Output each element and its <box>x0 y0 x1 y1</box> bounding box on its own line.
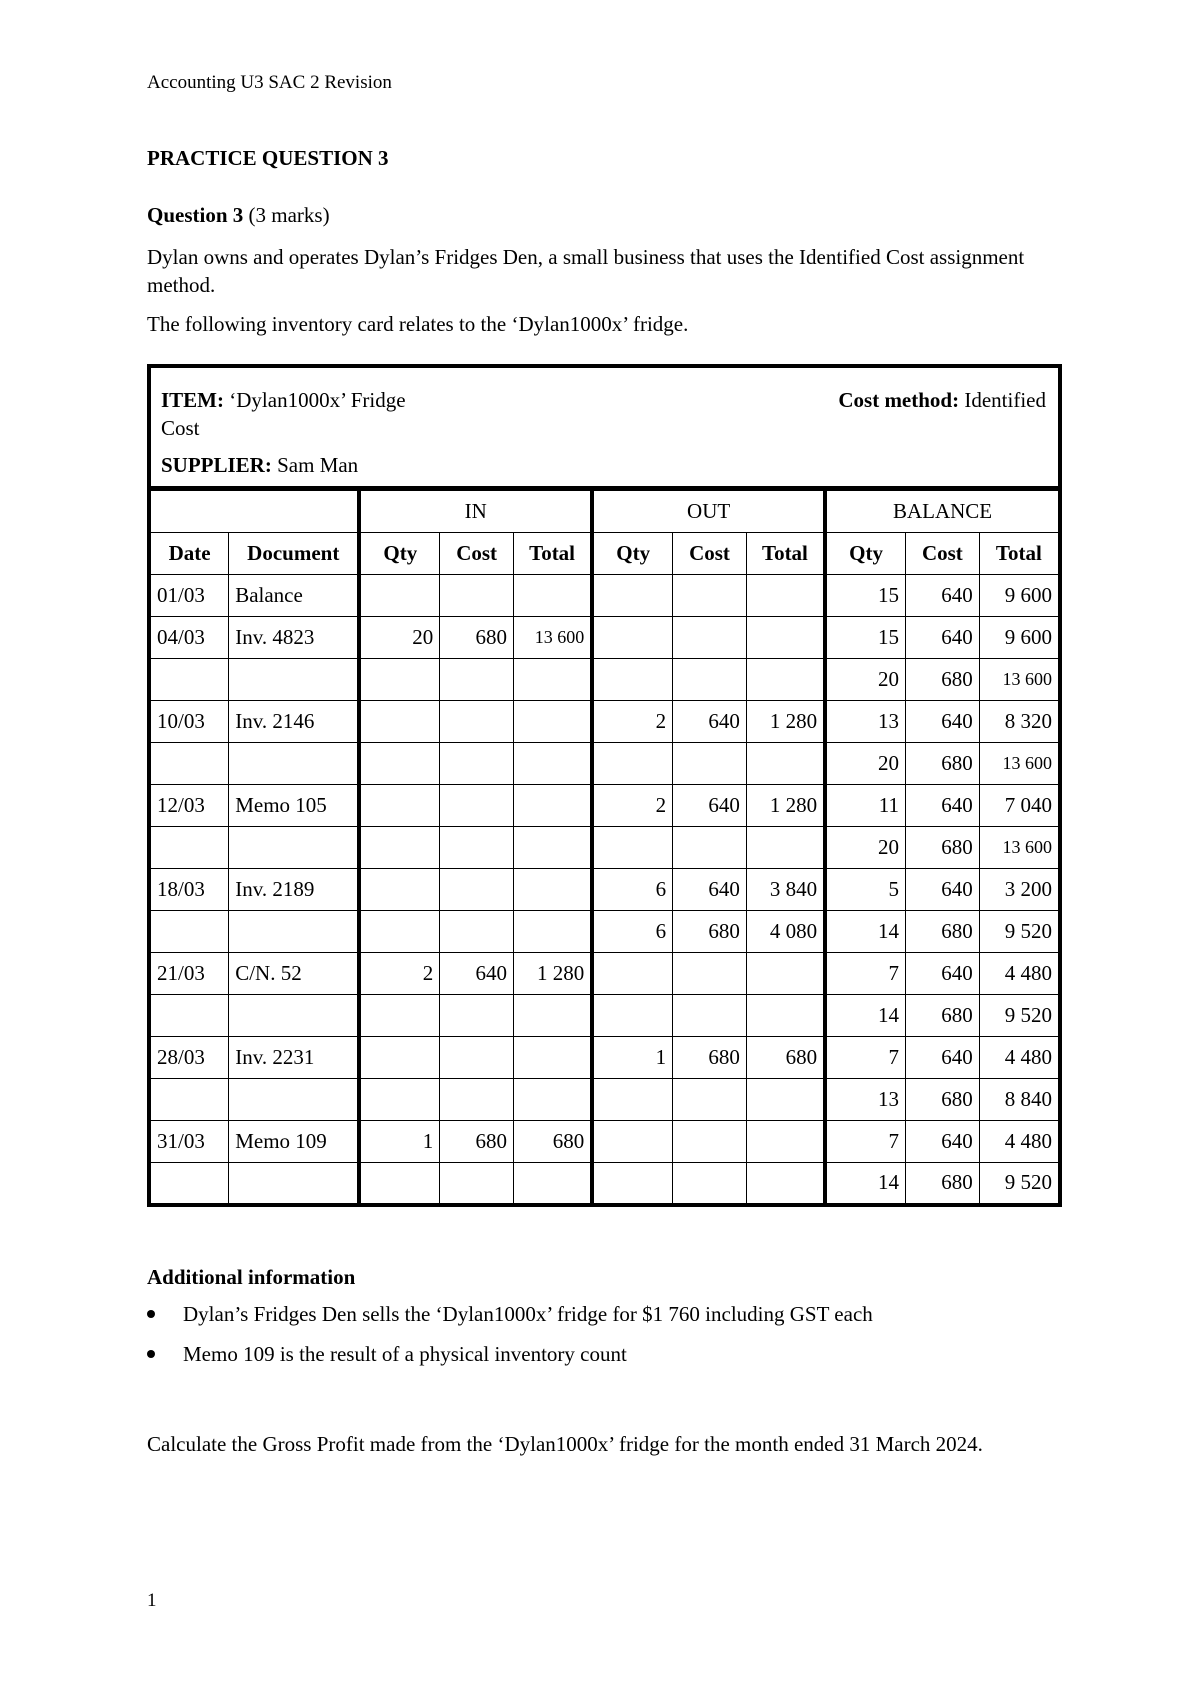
table-cell: 20 <box>825 827 905 869</box>
table-cell: 9 520 <box>979 1163 1060 1205</box>
table-row <box>149 743 1060 785</box>
column-header: Total <box>513 533 592 575</box>
table-cell <box>149 1079 229 1121</box>
group-blank <box>149 491 359 533</box>
table-cell <box>359 659 439 701</box>
table-cell <box>746 1121 825 1163</box>
table-cell: 13 <box>825 1079 905 1121</box>
card-intro-paragraph: The following inventory card relates to the ‘Dylan1000x’ fridge. <box>147 312 689 336</box>
table-cell <box>673 1121 747 1163</box>
table-cell: 680 <box>906 1079 980 1121</box>
group-in: IN <box>359 491 592 533</box>
table-cell <box>592 953 672 995</box>
table-cell: Inv. 2231 <box>229 1037 360 1079</box>
table-cell: 680 <box>906 827 980 869</box>
supplier-label: SUPPLIER: <box>161 453 272 477</box>
table-cell <box>592 617 672 659</box>
table-cell <box>359 743 439 785</box>
table-cell: 640 <box>440 953 514 995</box>
table-cell <box>673 953 747 995</box>
table-row <box>149 1079 1060 1121</box>
table-row <box>149 995 1060 1037</box>
table-cell: 2 <box>592 785 672 827</box>
table-cell <box>149 743 229 785</box>
table-row <box>149 1163 1060 1205</box>
table-cell <box>673 827 747 869</box>
question-text: Calculate the Gross Profit made from the ‘Dylan1000x’ fridge for the month ended 31 March 2024. <box>147 1432 983 1456</box>
table-cell <box>149 995 229 1037</box>
table-cell <box>359 1163 439 1205</box>
table-cell <box>592 575 672 617</box>
table-cell: 1 280 <box>746 701 825 743</box>
table-cell: 8 840 <box>979 1079 1060 1121</box>
table-cell <box>746 659 825 701</box>
table-cell: 01/03 <box>149 575 229 617</box>
table-cell <box>513 659 592 701</box>
table-cell <box>513 869 592 911</box>
card-header-box <box>147 364 1062 490</box>
table-cell: 15 <box>825 575 905 617</box>
bullet-icon <box>147 1350 155 1358</box>
table-cell: 31/03 <box>149 1121 229 1163</box>
table-cell: 680 <box>906 995 980 1037</box>
table-row <box>149 827 1060 869</box>
table-cell <box>229 1163 360 1205</box>
table-cell: 9 520 <box>979 995 1060 1037</box>
cost-method-label: Cost method: <box>838 388 960 412</box>
cost-method-value: Identified <box>964 388 1046 412</box>
table-cell: Memo 109 <box>229 1121 360 1163</box>
table-cell: 640 <box>906 575 980 617</box>
table-cell <box>149 827 229 869</box>
table-cell: 7 <box>825 1037 905 1079</box>
table-cell <box>746 1163 825 1205</box>
table-cell <box>359 911 439 953</box>
table-cell: 04/03 <box>149 617 229 659</box>
table-cell: 640 <box>673 785 747 827</box>
table-cell <box>359 827 439 869</box>
table-cell <box>513 1163 592 1205</box>
table-cell: 680 <box>440 617 514 659</box>
inventory-card <box>147 364 1062 1236</box>
table-cell: 680 <box>513 1121 592 1163</box>
table-cell <box>513 743 592 785</box>
table-cell: 13 <box>825 701 905 743</box>
table-cell: 20 <box>825 743 905 785</box>
table-cell: 14 <box>825 995 905 1037</box>
table-cell <box>592 995 672 1037</box>
table-cell: Inv. 2146 <box>229 701 360 743</box>
table-cell <box>673 617 747 659</box>
supplier-value: Sam Man <box>277 453 359 477</box>
table-row <box>149 575 1060 617</box>
table-cell <box>673 1079 747 1121</box>
column-header: Qty <box>592 533 672 575</box>
table-cell <box>359 995 439 1037</box>
table-cell: 2 <box>592 701 672 743</box>
column-header: Total <box>746 533 825 575</box>
table-cell <box>746 953 825 995</box>
table-row <box>149 869 1060 911</box>
table-cell: 640 <box>673 869 747 911</box>
group-header-row <box>149 491 1060 533</box>
table-cell <box>359 785 439 827</box>
supplier-line <box>161 453 358 478</box>
table-cell: C/N. 52 <box>229 953 360 995</box>
item-label: ITEM: <box>161 388 224 412</box>
table-cell <box>746 575 825 617</box>
table-cell <box>229 743 360 785</box>
table-cell <box>359 701 439 743</box>
table-cell <box>673 743 747 785</box>
table-cell <box>513 995 592 1037</box>
table-cell <box>149 911 229 953</box>
table-cell <box>359 869 439 911</box>
table-cell <box>673 995 747 1037</box>
table-cell: 680 <box>906 659 980 701</box>
table-cell: Memo 105 <box>229 785 360 827</box>
additional-info-title: Additional information <box>147 1265 356 1289</box>
table-cell: 12/03 <box>149 785 229 827</box>
question-heading <box>147 203 330 228</box>
table-cell: 18/03 <box>149 869 229 911</box>
cost-wrap: Cost <box>161 416 200 440</box>
table-cell: 11 <box>825 785 905 827</box>
table-row <box>149 701 1060 743</box>
table-cell: 20 <box>359 617 439 659</box>
table-cell: Balance <box>229 575 360 617</box>
table-cell <box>592 659 672 701</box>
table-cell <box>673 1163 747 1205</box>
table-row <box>149 911 1060 953</box>
column-header-row <box>149 533 1060 575</box>
table-cell <box>513 701 592 743</box>
item-line <box>161 386 406 442</box>
table-cell: 6 <box>592 911 672 953</box>
table-cell: 9 520 <box>979 911 1060 953</box>
table-cell: 680 <box>906 1163 980 1205</box>
list-item <box>147 1302 873 1342</box>
column-header: Cost <box>906 533 980 575</box>
table-cell: 5 <box>825 869 905 911</box>
table-cell: 7 <box>825 953 905 995</box>
table-cell: 1 <box>592 1037 672 1079</box>
table-cell: 3 840 <box>746 869 825 911</box>
bullet-text: Memo 109 is the result of a physical inventory count <box>183 1342 627 1366</box>
table-cell: 28/03 <box>149 1037 229 1079</box>
table-cell: 2 <box>359 953 439 995</box>
table-cell <box>592 743 672 785</box>
additional-info-list <box>147 1302 873 1382</box>
table-cell: 9 600 <box>979 575 1060 617</box>
table-cell <box>440 785 514 827</box>
column-header: Date <box>149 533 229 575</box>
table-cell <box>229 827 360 869</box>
table-cell: 1 280 <box>746 785 825 827</box>
column-header: Total <box>979 533 1060 575</box>
table-cell: 640 <box>906 869 980 911</box>
table-cell <box>513 1079 592 1121</box>
table-row <box>149 617 1060 659</box>
question-label: Question 3 <box>147 203 244 227</box>
table-cell <box>229 659 360 701</box>
intro-paragraph: Dylan owns and operates Dylan’s Fridges Den, a small business that uses the Identified Cost assignment method. <box>147 245 1025 297</box>
table-cell: 10/03 <box>149 701 229 743</box>
table-row <box>149 953 1060 995</box>
table-cell <box>592 1163 672 1205</box>
table-cell: 680 <box>673 1037 747 1079</box>
table-row <box>149 1037 1060 1079</box>
bullet-text: Dylan’s Fridges Den sells the ‘Dylan1000x’ fridge for $1 760 including GST each <box>183 1302 873 1326</box>
table-cell <box>592 1121 672 1163</box>
table-cell <box>359 1037 439 1079</box>
page-number: 1 <box>147 1590 157 1611</box>
table-cell <box>440 827 514 869</box>
bullet-icon <box>147 1310 155 1318</box>
table-cell: 640 <box>906 617 980 659</box>
table-cell <box>440 1079 514 1121</box>
table-cell <box>513 911 592 953</box>
table-cell: 9 600 <box>979 617 1060 659</box>
table-row <box>149 785 1060 827</box>
table-cell <box>440 701 514 743</box>
table-cell <box>746 827 825 869</box>
list-item <box>147 1342 873 1382</box>
table-cell <box>440 1163 514 1205</box>
table-cell: 1 <box>359 1121 439 1163</box>
table-cell: 1 280 <box>513 953 592 995</box>
table-cell <box>513 575 592 617</box>
table-cell: 640 <box>906 953 980 995</box>
table-cell <box>746 995 825 1037</box>
table-row <box>149 659 1060 701</box>
table-cell <box>592 1079 672 1121</box>
section-title: PRACTICE QUESTION 3 <box>147 146 389 170</box>
table-cell <box>440 659 514 701</box>
table-cell: 4 080 <box>746 911 825 953</box>
table-cell <box>513 785 592 827</box>
table-cell: 7 040 <box>979 785 1060 827</box>
inventory-table <box>147 490 1062 1207</box>
table-cell: 4 480 <box>979 953 1060 995</box>
table-cell <box>229 911 360 953</box>
table-cell: 680 <box>906 743 980 785</box>
table-cell: 14 <box>825 911 905 953</box>
table-cell <box>673 575 747 617</box>
table-cell <box>746 617 825 659</box>
column-header: Qty <box>825 533 905 575</box>
table-cell: 680 <box>673 911 747 953</box>
question-marks: (3 marks) <box>248 203 330 227</box>
column-header: Document <box>229 533 360 575</box>
table-cell <box>746 1079 825 1121</box>
running-header: Accounting U3 SAC 2 Revision <box>147 72 392 93</box>
table-cell <box>149 1163 229 1205</box>
table-cell <box>673 659 747 701</box>
table-cell: 640 <box>906 1121 980 1163</box>
table-cell: 13 600 <box>979 743 1060 785</box>
table-cell: 7 <box>825 1121 905 1163</box>
table-cell: 15 <box>825 617 905 659</box>
table-cell <box>229 995 360 1037</box>
table-cell: Inv. 2189 <box>229 869 360 911</box>
table-cell: 6 <box>592 869 672 911</box>
table-cell: 13 600 <box>979 827 1060 869</box>
inventory-rows <box>149 575 1060 1205</box>
table-cell: 4 480 <box>979 1121 1060 1163</box>
table-cell <box>440 869 514 911</box>
cost-method-line <box>838 386 1046 414</box>
column-header: Qty <box>359 533 439 575</box>
table-cell <box>592 827 672 869</box>
table-cell: 640 <box>906 1037 980 1079</box>
table-cell: 13 600 <box>513 617 592 659</box>
table-cell: 21/03 <box>149 953 229 995</box>
table-cell <box>149 659 229 701</box>
table-cell <box>229 1079 360 1121</box>
table-cell: 680 <box>440 1121 514 1163</box>
table-cell <box>440 575 514 617</box>
table-cell: 13 600 <box>979 659 1060 701</box>
table-cell <box>440 995 514 1037</box>
table-row <box>149 1121 1060 1163</box>
table-cell <box>513 1037 592 1079</box>
table-cell <box>440 1037 514 1079</box>
group-balance: BALANCE <box>825 491 1060 533</box>
table-cell: 640 <box>906 701 980 743</box>
table-cell: 680 <box>746 1037 825 1079</box>
table-cell: 4 480 <box>979 1037 1060 1079</box>
column-header: Cost <box>440 533 514 575</box>
table-cell <box>746 743 825 785</box>
table-cell: 680 <box>906 911 980 953</box>
table-cell: 640 <box>673 701 747 743</box>
table-cell: 20 <box>825 659 905 701</box>
table-cell <box>440 911 514 953</box>
column-header: Cost <box>673 533 747 575</box>
table-cell: 640 <box>906 785 980 827</box>
item-value: ‘Dylan1000x’ Fridge <box>229 388 406 412</box>
table-cell <box>513 827 592 869</box>
table-cell: 14 <box>825 1163 905 1205</box>
table-cell <box>359 1079 439 1121</box>
table-cell <box>359 575 439 617</box>
group-out: OUT <box>592 491 825 533</box>
table-cell: Inv. 4823 <box>229 617 360 659</box>
table-cell: 3 200 <box>979 869 1060 911</box>
table-cell <box>440 743 514 785</box>
table-cell: 8 320 <box>979 701 1060 743</box>
